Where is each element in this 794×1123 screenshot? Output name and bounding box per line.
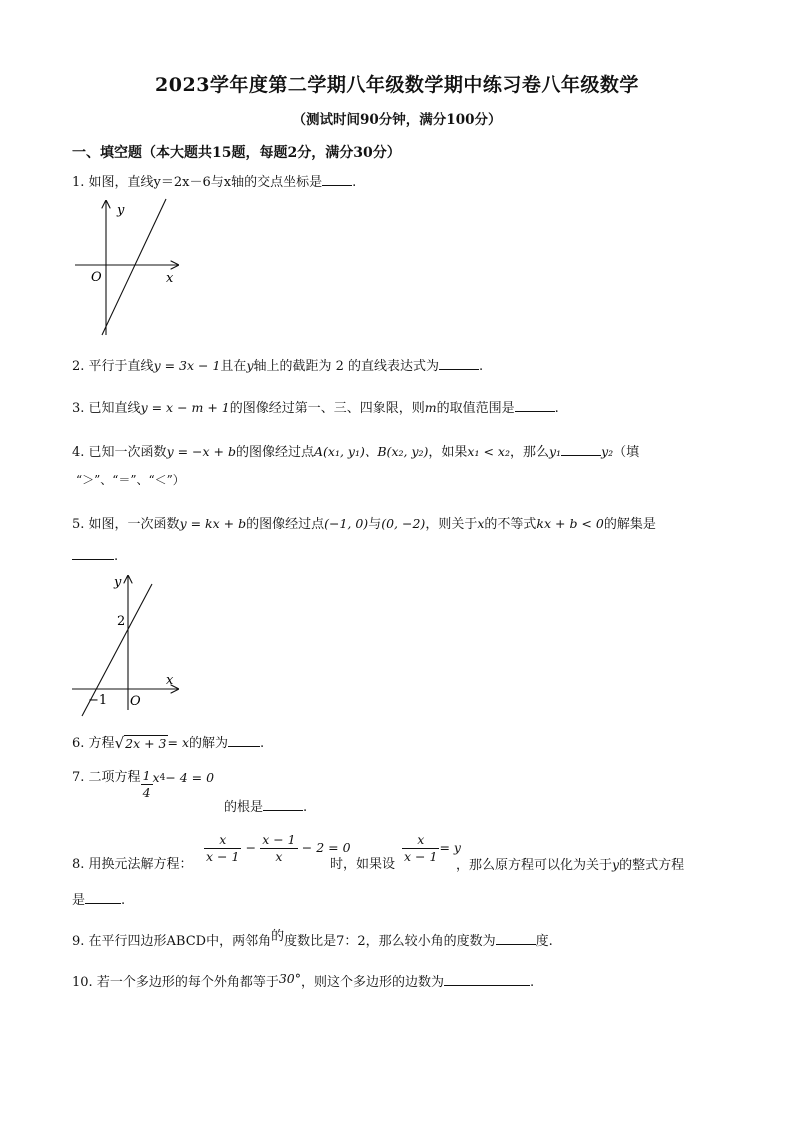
question-text: .	[260, 736, 265, 751]
fraction	[204, 832, 241, 865]
math-expression: m	[424, 400, 437, 415]
math-expression: = x	[167, 735, 190, 750]
fraction-numerator: 1	[142, 768, 151, 783]
question-4	[72, 441, 639, 463]
question-8-line2	[72, 889, 125, 911]
math-expression: (0, −2)	[381, 516, 426, 531]
question-text: .	[479, 359, 484, 374]
question-text: 的解集是	[603, 517, 656, 532]
question-text: 方程	[88, 736, 115, 751]
question-text: 度.	[535, 934, 553, 949]
question-text: .	[114, 549, 119, 564]
question-5-line2	[72, 545, 118, 567]
math-expression: x₁ < x₂	[467, 444, 510, 459]
q1-graph	[70, 195, 190, 340]
question-text: .	[121, 893, 126, 908]
question-number: 3.	[72, 401, 85, 416]
question-text: 如图，直线y＝2x－6与x轴的交点坐标是	[88, 175, 323, 190]
question-text: .	[352, 175, 357, 190]
fraction-numerator: x	[402, 832, 439, 849]
question-text: 度数比是7：2，那么较小角的度数为	[284, 934, 496, 949]
fraction	[260, 832, 297, 865]
question-text: .	[530, 975, 535, 990]
math-expression: y = kx + b	[179, 516, 247, 531]
question-text: 轴上的截距为 2 的直线表达式为	[253, 359, 440, 374]
question-text: .	[303, 800, 308, 815]
answer-blank	[263, 796, 303, 811]
y-axis-label: y	[117, 203, 125, 218]
question-number: 4.	[72, 445, 85, 460]
question-text: （填	[613, 445, 640, 460]
math-expression: y₁	[548, 444, 562, 459]
math-expression: = y	[439, 840, 461, 855]
question-text: 平行于直线	[88, 359, 154, 374]
math-expression: y = x − m + 1	[140, 400, 230, 415]
fraction-denominator: 4	[142, 785, 151, 800]
math-expression: y₂	[601, 444, 614, 459]
fraction-denominator: x − 1	[404, 849, 438, 864]
question-text: 已知直线	[88, 401, 141, 416]
question-text: 二项方程	[88, 770, 141, 785]
question-text: 如图，一次函数	[88, 517, 180, 532]
question-text: 与	[368, 517, 382, 532]
question-10	[72, 969, 534, 993]
answer-blank	[561, 441, 601, 456]
question-text: 的	[271, 929, 285, 944]
math-expression: 30°	[278, 971, 301, 986]
question-8-equation	[204, 832, 351, 865]
question-text: 且在	[220, 359, 247, 374]
question-text: 时，如果设	[330, 857, 396, 872]
answer-blank	[496, 930, 536, 945]
answer-blank	[515, 397, 555, 412]
math-expression: 2x + 3	[125, 735, 167, 751]
question-7	[72, 768, 214, 816]
question-8-end	[456, 855, 684, 876]
question-number: 8.	[72, 857, 85, 872]
question-number: 6.	[72, 736, 85, 751]
x-axis-label: x	[166, 271, 174, 286]
question-8	[72, 855, 193, 875]
line-y-2x-6	[102, 199, 166, 335]
math-expression: − 4 = 0	[165, 770, 215, 785]
origin-label: O	[91, 270, 102, 285]
question-number: 9.	[72, 934, 85, 949]
question-text: 的取值范围是	[436, 401, 515, 416]
question-text: 已知一次函数	[88, 445, 167, 460]
y-intercept-label: 2	[117, 614, 126, 629]
math-expression: y = −x + b	[166, 444, 236, 459]
section-heading: 一、填空题（本大题共15题，每题2分，满分30分）	[72, 145, 401, 161]
x-intercept-label: −1	[88, 693, 108, 708]
question-number: 2.	[72, 359, 85, 374]
question-text: 若一个多边形的每个外角都等于	[96, 975, 279, 990]
page-subtitle: （测试时间90分钟，满分100分）	[292, 112, 502, 128]
math-operator: −	[245, 840, 257, 855]
fraction-numerator: x	[204, 832, 241, 849]
answer-blank	[439, 355, 479, 370]
question-7-tail	[224, 796, 307, 818]
math-expression: y	[246, 358, 254, 373]
fraction-numerator: x − 1	[262, 832, 296, 847]
question-2	[72, 355, 483, 377]
question-text: 的不等式	[484, 517, 537, 532]
question-1	[72, 171, 356, 193]
answer-blank	[444, 971, 530, 986]
fraction	[402, 832, 439, 865]
question-text: 的根是	[224, 800, 264, 815]
math-expression: − 2 = 0	[301, 840, 351, 855]
question-text: 的图像经过点	[236, 445, 315, 460]
question-text: 是	[72, 893, 86, 908]
question-text: ，则这个多边形的边数为	[301, 975, 445, 990]
page-title: 2023学年度第二学期八年级数学期中练习卷八年级数学	[155, 74, 639, 96]
question-text: 在平行四边形ABCD中，两邻角	[88, 934, 272, 949]
answer-blank	[228, 732, 260, 747]
q5-graph	[66, 570, 186, 720]
question-5	[72, 514, 656, 535]
question-text: 的图像经过第一、三、四象限，则	[229, 401, 425, 416]
question-text: 用换元法解方程：	[88, 857, 193, 872]
sqrt-expression	[115, 733, 168, 755]
question-text: .	[554, 401, 559, 416]
question-text: 的解为	[189, 736, 229, 751]
math-expression: x	[477, 516, 485, 531]
math-expression: y = 3x − 1	[153, 358, 221, 373]
question-8-mid	[330, 855, 395, 875]
question-text: ，那么	[509, 445, 549, 460]
question-number: 5.	[72, 517, 85, 532]
answer-blank	[85, 889, 121, 904]
radical-sign-icon: √	[114, 733, 125, 752]
question-4-options: “＞”、“＝”、“＜”）	[76, 473, 185, 487]
question-text: ，如果	[428, 445, 468, 460]
question-number: 10.	[72, 975, 93, 990]
math-expression: kx + b < 0	[536, 516, 604, 531]
exponent: 4	[159, 773, 166, 783]
answer-blank	[322, 171, 352, 186]
question-number: 7.	[72, 770, 85, 785]
origin-label: O	[130, 694, 141, 709]
question-6	[72, 732, 264, 755]
question-text: 的整式方程	[619, 858, 685, 873]
fraction	[141, 768, 153, 801]
question-text: ，则关于	[425, 517, 478, 532]
math-expression: x	[152, 770, 160, 785]
question-8-substitution	[402, 832, 461, 865]
answer-blank	[72, 545, 114, 560]
question-3	[72, 397, 559, 419]
question-9	[72, 927, 553, 952]
x-axis-label: x	[166, 673, 174, 688]
fraction-denominator: x − 1	[206, 849, 240, 864]
fraction-denominator: x	[275, 849, 283, 864]
question-number: 1.	[72, 175, 85, 190]
math-expression: A(x₁, y₁)、B(x₂, y₂)	[314, 444, 429, 459]
y-axis-label: y	[114, 575, 122, 590]
question-text: ，那么原方程可以化为关于	[456, 858, 613, 873]
question-text: 的图像经过点	[246, 517, 325, 532]
math-expression: (−1, 0)	[324, 516, 369, 531]
math-expression: y	[612, 857, 620, 872]
